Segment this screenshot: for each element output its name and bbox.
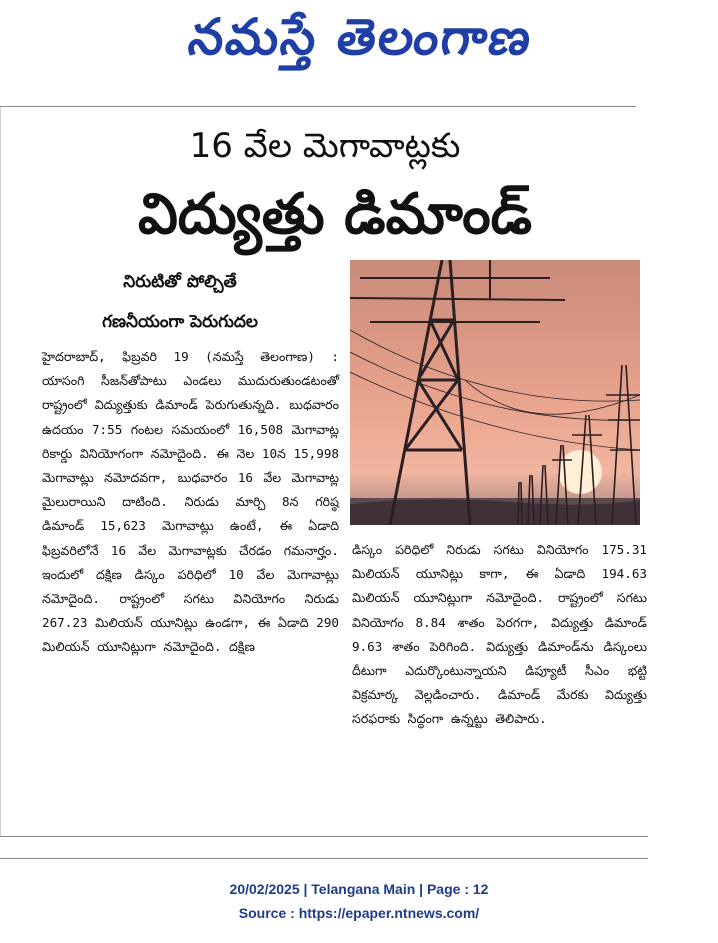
article-column-1 xyxy=(42,345,339,827)
bottom-divider-1 xyxy=(0,836,648,837)
headline-line-2: విద్యుత్తు డిమాండ్ xyxy=(137,182,533,247)
masthead-logo: నమస్తే తెలంగాణ xyxy=(185,7,537,66)
article-photo xyxy=(350,260,640,525)
footer-date-edition-page: 20/02/2025 | Telangana Main | Page : 12 xyxy=(229,881,489,897)
article-body-column-2: డిస్కం పరిధిలో నిరుడు సగటు వినియోగం 175.31 మిలియన్ యూనిట్లు కాగా, ఈ ఏడాది 194.63 మిలియన్ యూనిట్లుగా నమోదైంది. రాష్ట్రంలో సగటు వినియోగం 8.84 శాతం పెరగగా, విద్యుత్తు డిమాండ్ 9.63 శాతం పెరిగింది. విద్యుత్తు డిమాండ్‌ను డిస్కంలు దీటుగా ఎదుర్కొంటున్నాయని డిప్యూటీ సీఎం భట్టి విక్రమార్క వెల్లడించారు. డిమాండ్ మేరకు విద్యుత్తు సరఫరాకు సిద్ధంగా ఉన్నట్టు తెలిపారు. xyxy=(352,542,647,727)
bottom-divider-2 xyxy=(0,858,648,859)
headline-line-1: 16 వేల మెగావాట్లకు xyxy=(189,126,461,166)
footer-source-link[interactable]: Source : https://epaper.ntnews.com/ xyxy=(238,905,480,921)
article-frame-left xyxy=(0,107,1,837)
subheadline-line-2: గణనీయంగా పెరుగుదల xyxy=(102,312,258,332)
power-tower-icon xyxy=(350,260,640,525)
article-body-column-1: హైదరాబాద్, ఫిబ్రవరి 19 (నమస్తే తెలంగాణ) : యాసంగి సీజన్‌తోపాటు ఎండలు ముదురుతుండటంతో రాష్ట్రంలో విద్యుత్తుకు డిమాండ్ పెరుగుతున్నది. బుధవారం ఉదయం 7:55 గంటల సమయంలో 16,508 మెగావాట్ల రికార్డు వినియోగంగా నమోదైంది. ఈ నెల 10న 15,998 మెగావాట్లు నమోదవగా, బుధవారం 16 వేల మెగావాట్ల మైలురాయిని దాటింది. నిరుడు మార్చి 8న గరిష్ఠ డిమాండ్ 15,623 మెగావాట్లు ఉంటే, ఈ ఏడాది ఫిబ్రవరిలోనే 16 వేల మెగావాట్లకు చేరడం గమనార్హం. ఇందులో దక్షిణ డిస్కం పరిధిలో 10 వేల మెగావాట్లు నమోదైంది. రాష్ట్రంలో సగటు వినియోగం నిరుడు 267.23 మిలియన్ యూనిట్లు ఉండగా, ఈ ఏడాది 290 మిలియన్ యూనిట్లుగా నమోదైంది. దక్షిణ xyxy=(42,349,339,655)
top-divider xyxy=(0,106,636,107)
subheadline-line-1: నిరుటితో పోల్చితే xyxy=(123,272,237,292)
article-column-2 xyxy=(352,538,647,828)
